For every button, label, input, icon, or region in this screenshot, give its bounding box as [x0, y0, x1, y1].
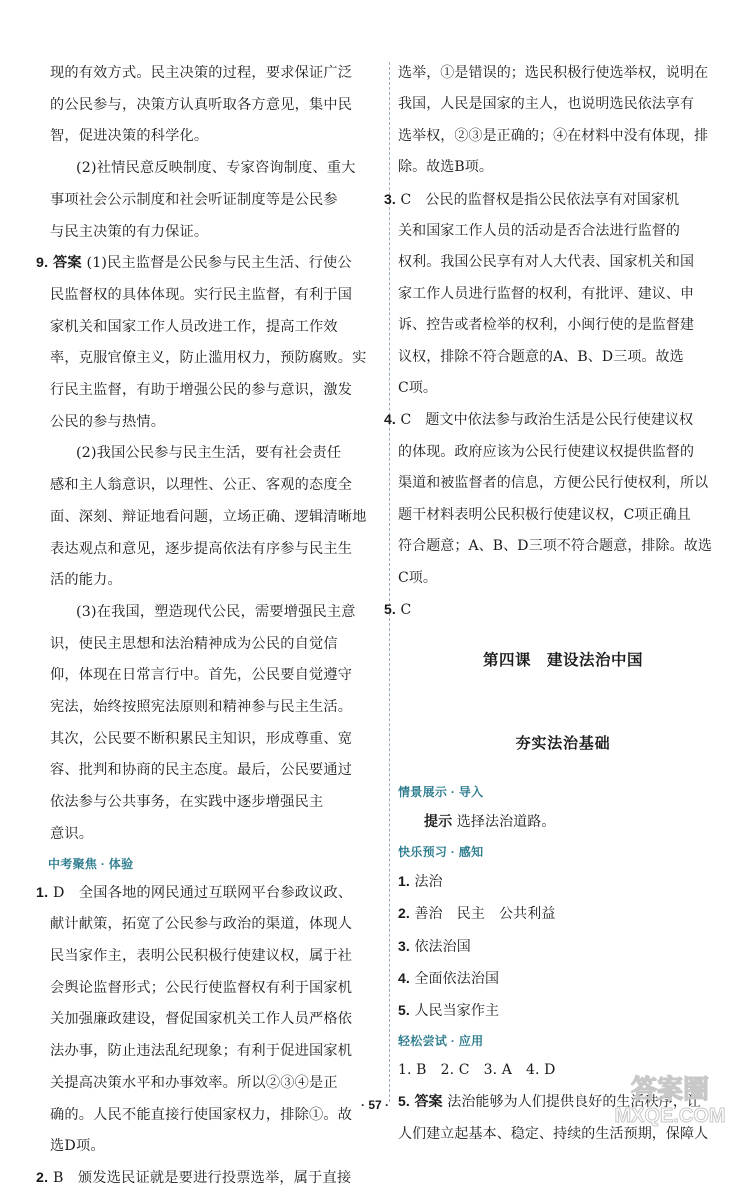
text-line: 家工作人员进行监督的权利，有批评、建议、申: [398, 285, 695, 302]
item-number: 5.: [398, 1002, 410, 1019]
question-number: 5.: [384, 600, 396, 617]
section-heading-preview: 快乐预习 · 感知: [398, 844, 484, 859]
answer-label: 答案: [414, 1093, 443, 1110]
text-line: 献计献策，拓宽了公民参与政治的渠道，体现人: [50, 916, 353, 933]
preview-item: [398, 866, 728, 898]
question-9-first-line: [36, 248, 382, 280]
answer-3-first-line: [384, 184, 728, 216]
tip-text: 选择法治道路。: [456, 814, 556, 831]
text-line: C项。: [398, 380, 438, 397]
text-line: D 全国各地的网民通过互联网平台参政议政、: [52, 884, 353, 901]
text-line: 符合题意；A、B、D三项不符合题意，排除。故选: [398, 538, 712, 555]
text-line: 渠道和被监督者的信息，方便公民行使权利，所以: [398, 475, 709, 492]
text-line: 法治能够为人们提供良好的生活秩序，让: [447, 1094, 702, 1111]
text-line: (2)社情民意反映制度、专家咨询制度、重大: [76, 160, 356, 177]
text-line: (3)在我国，塑造现代公民，需要增强民主意: [76, 603, 356, 620]
question-number: 5.: [398, 1093, 410, 1110]
exam-1-first-line: [36, 878, 382, 910]
text-line: 智，促进决策的科学化。: [50, 128, 209, 145]
text-line: 依法参与公共事务，在实践中逐步增强民主: [50, 794, 324, 811]
text-line: 选举，①是错误的；选民积极行使选举权，说明在: [398, 65, 709, 81]
text-line: 仰，体现在日常言行中。首先，公民要自觉遵守: [50, 667, 353, 684]
preview-item: [398, 931, 728, 963]
question-number: 9.: [36, 255, 49, 272]
question-number: 4.: [384, 411, 396, 428]
text-line: 选举权，②③是正确的；④在材料中没有体现，排: [398, 127, 709, 144]
item-number: 4.: [398, 969, 410, 986]
text-line: 诉、控告或者检举的权利，小闽行使的是监督建: [398, 317, 695, 334]
exam-2-first-line: [36, 1163, 382, 1195]
column-divider: [389, 62, 390, 1102]
watermark-text: 答案圈: [630, 1074, 710, 1104]
watermark-graphic: [600, 1068, 740, 1128]
item-text: 全面依法治国: [414, 970, 500, 987]
item-text: 依法治国: [414, 938, 471, 955]
text-line: 人们建立起基本、稳定、持续的生活预期，保障人: [398, 1125, 709, 1142]
text-line: 题干材料表明公民积极行使建议权，C项正确且: [398, 506, 691, 523]
text-line: C项。: [398, 569, 438, 586]
text-line: 我国，人民是国家的主人，也说明选民依法享有: [398, 96, 695, 113]
text-line: 意识。: [50, 825, 94, 842]
text-line: 的公民参与，决策方认真听取各方意见，集中民: [50, 96, 353, 113]
text-line: 其次，公民要不断积累民主知识，形成尊重、宽: [50, 730, 353, 747]
item-text: 法治: [414, 873, 443, 890]
text-line: 会舆论监督形式；公民行使监督权有利于国家机: [50, 979, 353, 996]
text-line: 活的能力。: [50, 572, 122, 589]
watermark-url: MXQE.COM: [614, 1105, 726, 1127]
text-line: 议权，排除不符合题意的A、B、D三项。故选: [398, 348, 684, 365]
text-line: 感和主人翁意识，以理性、公正、客观的态度全: [50, 477, 353, 494]
question-number: 3.: [384, 190, 396, 207]
text-line: 识，使民主思想和法治精神成为公民的自觉信: [50, 635, 338, 652]
try-answers: 1. B 2. C 3. A 4. D: [398, 1061, 556, 1078]
text-line: 民当家作主，表明公民积极行使建议权，属于社: [50, 947, 353, 964]
tip-label: 提示: [424, 813, 453, 830]
text-line: B 颁发选民证就是要进行投票选举，属于直接: [52, 1169, 352, 1186]
text-line: 表达观点和意见，逐步提高依法有序参与民主生: [50, 540, 353, 557]
text-line: (1)民主监督是公民参与民主生活、行使公: [86, 255, 352, 272]
text-line: 选D项。: [50, 1138, 105, 1155]
text-line: 民监督权的具体体现。实行民主监督，有利于国: [50, 286, 353, 303]
answer-4-first-line: [384, 404, 728, 436]
text-line: C 题文中依法参与政治生活是公民行使建议权: [400, 412, 694, 429]
text-line: 宪法，始终按照宪法原则和精神参与民主生活。: [50, 699, 353, 716]
preview-item: [398, 995, 728, 1027]
text-line: 行民主监督，有助于增强公民的参与意识，激发: [50, 382, 353, 399]
tip-line: [398, 806, 728, 838]
answer-label: 答案: [52, 255, 82, 272]
section-heading-try: 轻松尝试 · 应用: [398, 1033, 484, 1048]
item-number: 2.: [398, 905, 410, 922]
answer-5: [384, 594, 728, 626]
text-line: 确的。人民不能直接行使国家权力，排除①。故: [50, 1106, 353, 1123]
section-subtitle: 夯实法治基础: [515, 735, 611, 753]
left-column: [36, 58, 382, 1195]
item-number: 1.: [398, 872, 410, 889]
text-line: C 公民的监督权是指公民依法享有对国家机: [400, 191, 680, 208]
text-line: 现的有效方式。民主决策的过程，要求保证广泛: [50, 65, 353, 81]
section-heading-intro: 情景展示 · 导入: [398, 785, 484, 800]
question-number: 1.: [36, 884, 49, 901]
preview-item: [398, 898, 728, 930]
text-line: 事项社会公示制度和社会听证制度等是公民参: [50, 191, 338, 208]
text-line: 关加强廉政建设，督促国家机关工作人员严格依: [50, 1011, 353, 1028]
lesson-title: 第四课 建设法治中国: [482, 652, 643, 670]
preview-item: [398, 963, 728, 995]
text-line: 关和国家工作人员的活动是否合法进行监督的: [398, 223, 680, 240]
text-line: 容、批判和协商的民主态度。最后，公民要通过: [50, 762, 353, 779]
question-number: 2.: [36, 1169, 49, 1186]
text-line: 除。故选B项。: [398, 159, 493, 176]
text-line: 家机关和国家工作人员改进工作，提高工作效: [50, 318, 338, 335]
text-line: 权利。我国公民享有对人大代表、国家机关和国: [398, 254, 695, 271]
text-line: 率，克服官僚主义，防止滥用权力，预防腐败。实: [50, 350, 367, 367]
right-column: [384, 58, 728, 1150]
text-line: 公民的参与热情。: [50, 413, 166, 430]
watermark-logo: [600, 1068, 740, 1128]
item-text: 善治 民主 公共利益: [414, 906, 556, 923]
item-number: 3.: [398, 937, 410, 954]
text-line: 关提高决策水平和办事效率。所以②③④是正: [50, 1074, 338, 1091]
item-text: 人民当家作主: [414, 1003, 500, 1020]
text-line: 面、深刻、辩证地看问题，立场正确、逻辑清晰地: [50, 508, 367, 525]
text-line: 的体现。政府应该为公民行使建议权提供监督的: [398, 443, 695, 460]
text-line: 与民主决策的有力保证。: [50, 223, 209, 240]
page-number: · 57 ·: [360, 1098, 389, 1112]
answer-text: C: [400, 601, 412, 618]
section-heading-exam: 中考聚焦 · 体验: [48, 856, 134, 871]
text-line: 法办事，防止违法乱纪现象；有利于促进国家机: [50, 1043, 353, 1060]
text-line: (2)我国公民参与民主生活，要有社会责任: [76, 445, 342, 462]
